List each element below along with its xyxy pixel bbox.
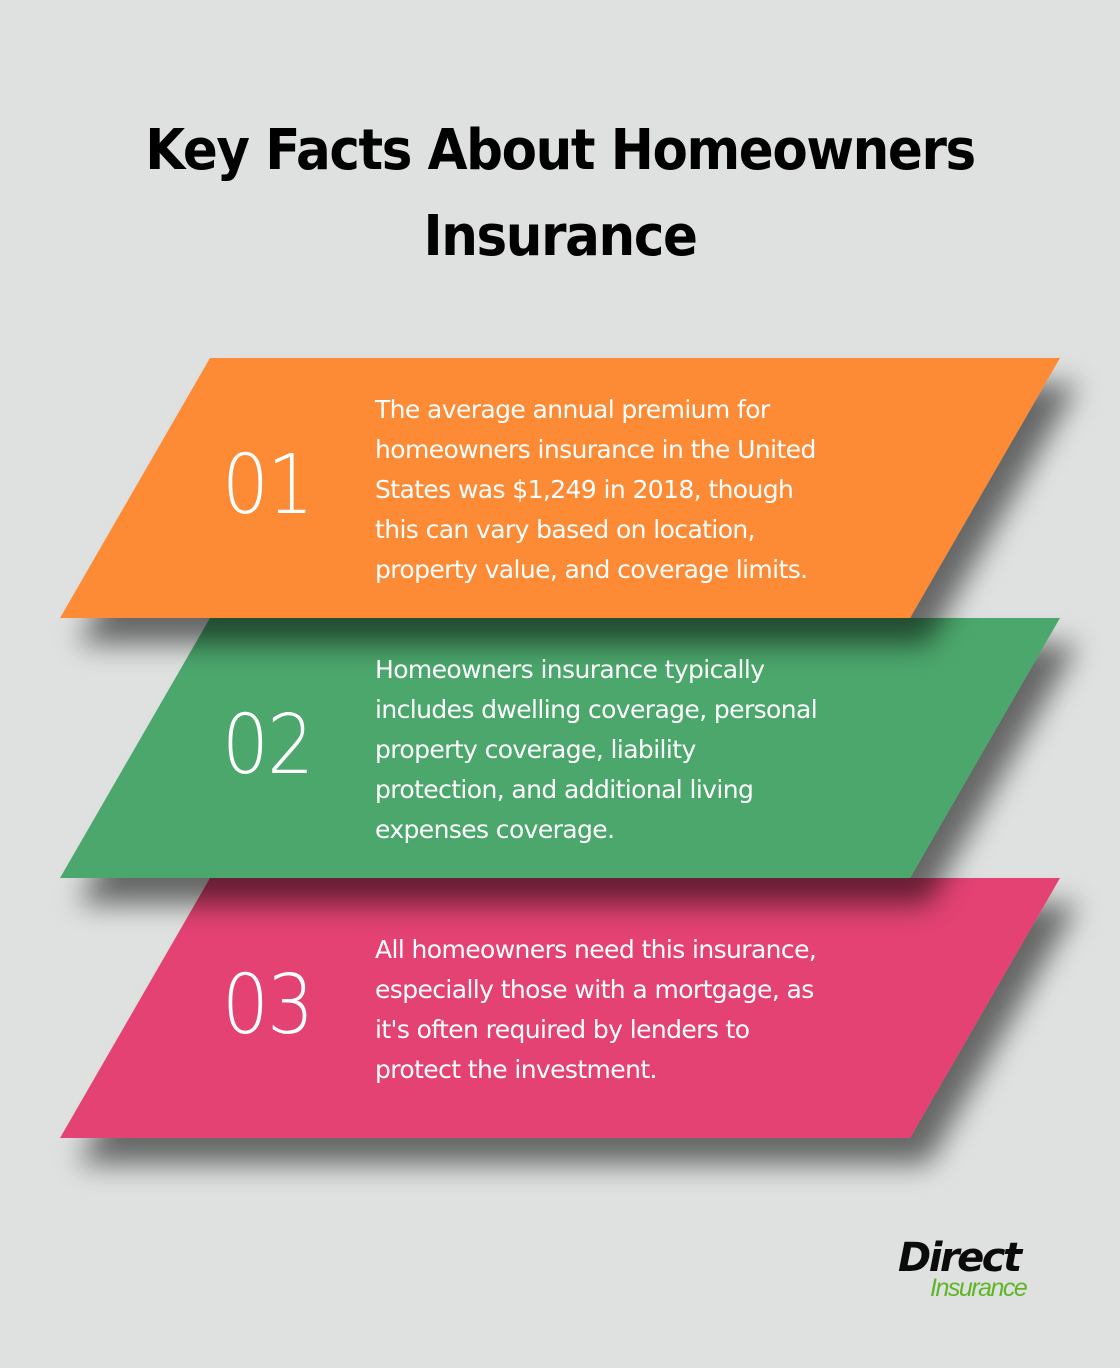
fact-text	[375, 650, 915, 850]
fact-number: 01	[222, 438, 313, 533]
fact-line: protect the investment.	[375, 1055, 657, 1084]
fact-line: expenses coverage.	[375, 815, 615, 844]
fact-line: Homeowners insurance typically	[375, 655, 765, 684]
fact-line: protection, and additional living	[375, 775, 754, 804]
fact-number: 02	[222, 698, 313, 793]
fact-line: The average annual premium for	[375, 395, 770, 424]
fact-line: property coverage, liability	[375, 735, 696, 764]
fact-text	[375, 390, 915, 590]
fact-line: especially those with a mortgage, as	[375, 975, 814, 1004]
title-line-2: Insurance	[423, 204, 697, 269]
logo-word-insurance: Insurance	[930, 1274, 1027, 1302]
fact-text	[375, 930, 915, 1090]
fact-line: this can vary based on location,	[375, 515, 755, 544]
title-line-1: Key Facts About Homeowners	[145, 118, 975, 183]
fact-card-2	[0, 618, 1120, 878]
fact-line: homeowners insurance in the United	[375, 435, 816, 464]
logo-word-direct: Direct	[898, 1235, 1020, 1281]
fact-line: property value, and coverage limits.	[375, 555, 808, 584]
fact-line: it's often required by lenders to	[375, 1015, 750, 1044]
fact-number: 03	[222, 958, 313, 1053]
direct-insurance-logo	[898, 1236, 1058, 1306]
fact-line: includes dwelling coverage, personal	[375, 695, 818, 724]
fact-card-3	[0, 878, 1120, 1138]
fact-line: All homeowners need this insurance,	[375, 935, 817, 964]
page-title	[45, 108, 1075, 280]
fact-card-1	[0, 358, 1120, 618]
fact-line: States was $1,249 in 2018, though	[375, 475, 794, 504]
